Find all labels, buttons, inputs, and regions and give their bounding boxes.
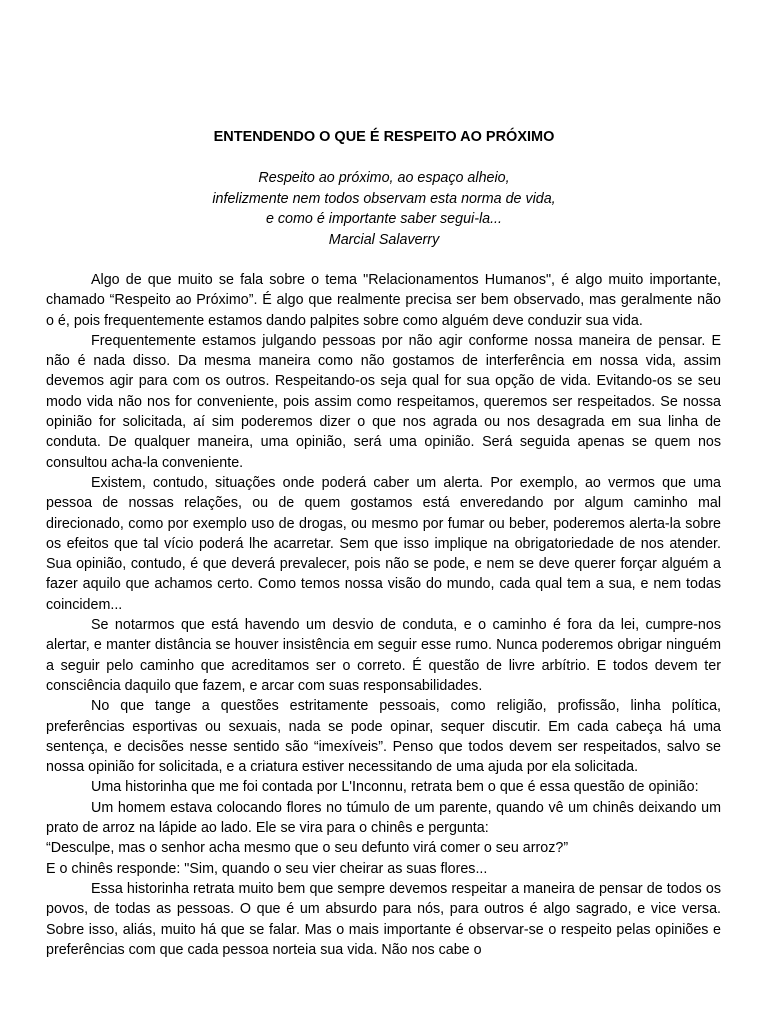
paragraph: Algo de que muito se fala sobre o tema "Relacionamentos Humanos", é algo muito importante, chamado “Respeito ao Próximo”. É algo que realmente precisa ser bem observado, mas geralmente não o é, pois frequentemente estamos dando palpites sobre como alguém deve conduzir sua vida.	[46, 272, 721, 329]
document-title: ENTENDENDO O QUE É RESPEITO AO PRÓXIMO	[213, 129, 555, 145]
dialogue-line: E o chinês responde: "Sim, quando o seu vier cheirar as suas flores...	[46, 860, 488, 877]
epigraph	[0, 168, 768, 251]
dialogue-line: “Desculpe, mas o senhor acha mesmo que o seu defunto virá comer o seu arroz?”	[46, 840, 569, 857]
paragraph: Existem, contudo, situações onde poderá caber um alerta. Por exemplo, ao vermos que uma pessoa de nossas relações, ou de quem gostamos está enveredando por algum caminho mal direcionado, como por exemplo uso de drogas, ou mesmo por fumar ou beber, poderemos alerta-la sobre os efeitos que tal vício poderá lhe acarretar. Sem que isso implique na obrigatoriedade de nos atender. Sua opinião, contudo, é que deverá prevalecer, pois não se pode, e nem se deve querer forçar alguém a fazer aquilo que achamos certo. Como temos nossa visão do mundo, cada qual tem a sua, e nem todas coincidem...	[46, 474, 721, 613]
epigraph-line: infelizmente nem todos observam esta norma de vida,	[212, 190, 556, 207]
epigraph-author: Marcial Salaverry	[328, 232, 440, 249]
paragraph: Frequentemente estamos julgando pessoas por não agir conforme nossa maneira de pensar. E não é nada disso. Da mesma maneira como não gostamos de interferência em nossa vida, assim devemos agir para com os outros. Respeitando-os seja qual for sua opção de vida. Evitando-os se seu modo vida não nos for conveniente, pois assim como respeitamos, queremos ser respeitados. Se nossa opinião for solicitada, aí sim poderemos dizer o que nos agrada ou nos desagrada em sua linha de conduta. De qualquer maneira, uma opinião, será uma opinião. Será seguida apenas se quem nos consultou acha-la conveniente.	[46, 332, 721, 471]
epigraph-line: Respeito ao próximo, ao espaço alheio,	[258, 170, 510, 186]
paragraph: No que tange a questões estritamente pessoais, como religião, profissão, linha política, preferências esportivas ou sexuais, nada se pode opinar, sequer discutir. Em cada cabeça há uma sentença, e decisões nesse sentido são “imexíveis”. Penso que todos devem ser respeitados, salvo se nossa opinião for solicitada, e a criatura estiver necessitando de uma ajuda por ela solicitada.	[46, 698, 721, 776]
paragraph: Uma historinha que me foi contada por L'Inconnu, retrata bem o que é essa questão de opinião:	[91, 779, 699, 796]
paragraph: Um homem estava colocando flores no túmulo de um parente, quando vê um chinês deixando um prato de arroz na lápide ao lado. Ele se vira para o chinês e pergunta:	[46, 799, 721, 837]
epigraph-line: e como é importante saber segui-la...	[265, 211, 503, 228]
paragraph: Essa historinha retrata muito bem que sempre devemos respeitar a maneira de pensar de todos os povos, de todas as pessoas. O que é um absurdo para nós, para outros é algo sagrado, e vice versa. Sobre isso, aliás, muito há que se falar. Mas o mais importante é observar-se o respeito pelas opiniões e preferências com que cada pessoa norteia sua vida. Não nos cabe o	[46, 880, 721, 958]
paragraph: Se notarmos que está havendo um desvio de conduta, e o caminho é fora da lei, cumpre-nos alertar, e manter distância se houver insistência em seguir esse rumo. Nunca poderemos obrigar ninguém a seguir pelo caminho que acreditamos ser o correto. É questão de livre arbítrio. E todos devem ter consciência daquilo que fazem, e arcar com suas responsabilidades.	[46, 617, 721, 694]
document-body	[46, 270, 721, 960]
